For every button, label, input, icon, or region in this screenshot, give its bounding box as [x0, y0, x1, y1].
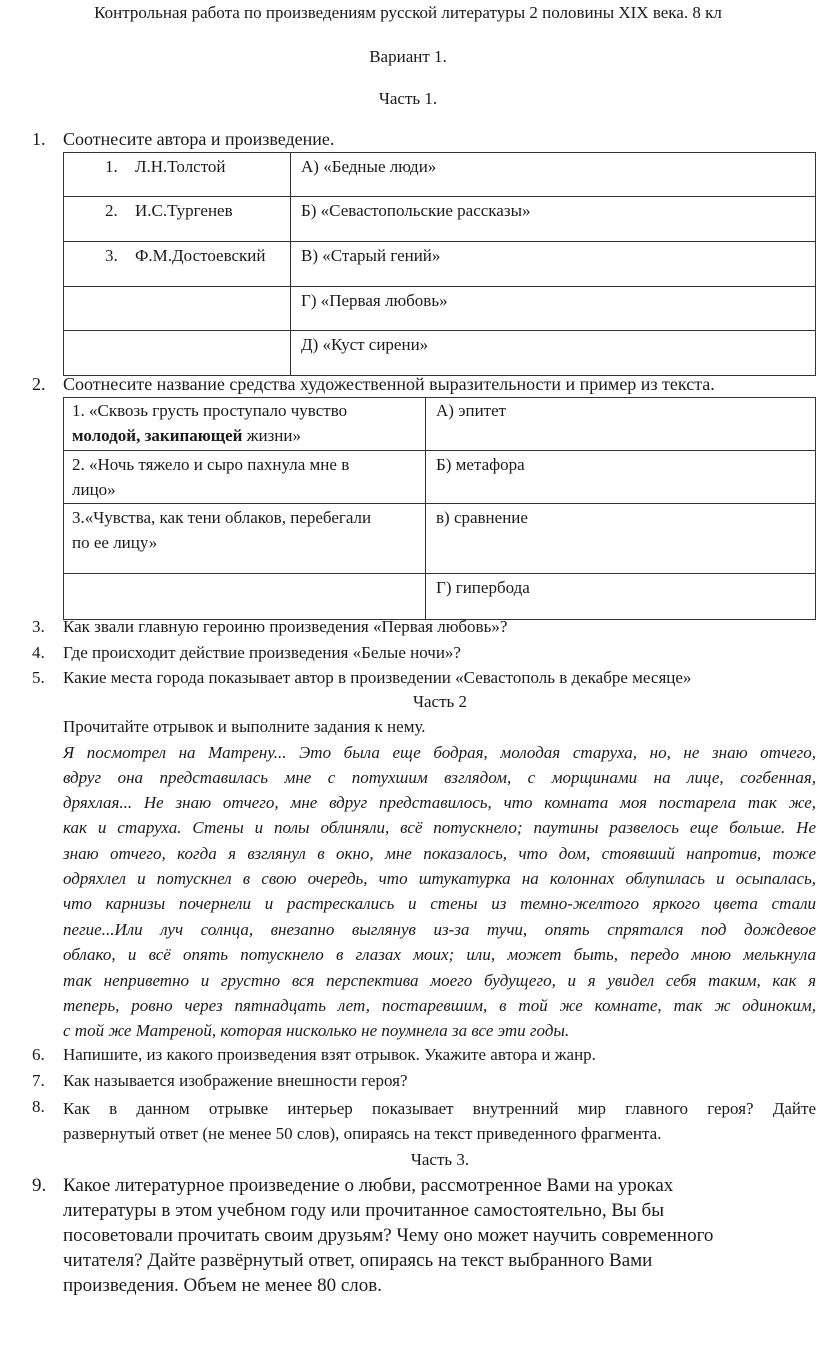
passage-line: как и старуха. Стены и полы облиняли, всё потускнело; паутины развелось еще больше. Не [63, 818, 816, 837]
q9-line: посоветовали прочитать своим друзьям? Чему оно может научить современного [63, 1225, 714, 1246]
work-cell [291, 287, 816, 331]
q1-text: Соотнесите автора и произведение. [63, 129, 335, 149]
passage-line: дряхлая... Не знаю отчего, мне вдруг представилось, что комната моя постарела так же, [63, 793, 816, 812]
q2-text: Соотнесите название средства художественной выразительности и пример из текста. [63, 374, 715, 394]
passage-line: Я посмотрел на Матрену... Это была еще бодрая, молодая старуха, но, не знаю отчего, [63, 743, 816, 762]
author-cell: 3. Ф.М.Достоевский [64, 242, 291, 287]
term-cell [426, 398, 816, 451]
work-cell [291, 331, 816, 376]
passage-line: пегие...Или луч солнца, внезапно выглянув из-за тучи, опять спрятался под дождевое [63, 920, 816, 939]
q2-number: 2. [32, 374, 46, 394]
q9-number: 9. [32, 1175, 47, 1196]
q8-number: 8. [32, 1097, 45, 1116]
passage-line: одряхлел и потускнел в свою очередь, что штукатурка на колоннах облупилась и осыпалась, [63, 869, 816, 888]
q6-number: 6. [32, 1045, 45, 1064]
author-cell: 2. И.С.Тургенев [64, 197, 291, 242]
passage-line: с той же Матреной, которая нисколько не поумнела за все эти годы. [63, 1021, 570, 1040]
term-text: Б) метафора [436, 455, 525, 474]
passage-line: знаю отчего, когда я взглянул в окно, мне показалось, что дом, стоявший напротив, тоже [63, 844, 816, 863]
part2-heading: Часть 2 [412, 692, 468, 711]
work-cell [291, 242, 816, 287]
passage-line: вдруг она представилась мне с потухшим взглядом, с морщинами на лице, согбенная, [63, 768, 816, 787]
devices-examples-table [63, 397, 816, 620]
example-text: 3.«Чувства, как тени облаков, перебегали [72, 508, 372, 527]
q6-text: Напишите, из какого произведения взят отрывок. Укажите автора и жанр. [63, 1045, 596, 1064]
work-cell [291, 153, 816, 197]
work-cell [291, 197, 816, 242]
part1-heading: Часть 1. [378, 89, 438, 108]
author-name: Ф.М.Достоевский [135, 246, 266, 265]
q8-line: Как в данном отрывке интерьер показывает внутренний мир главного героя? Дайте [63, 1099, 816, 1118]
q7-text: Как называется изображение внешности героя? [63, 1071, 408, 1090]
q1-number: 1. [32, 129, 46, 149]
q5-text: Какие места города показывает автор в произведении «Севастополь в декабре месяце» [63, 668, 692, 687]
example-bold-text: молодой, закипающей [72, 426, 243, 445]
term-text: Г) гипербода [436, 578, 530, 597]
q4-number: 4. [32, 643, 45, 662]
example-text: по ее лицу» [72, 533, 158, 552]
work-title: Б) «Севастопольские рассказы» [301, 201, 531, 220]
q3-number: 3. [32, 617, 45, 636]
example-cell [64, 451, 426, 504]
q5-number: 5. [32, 668, 45, 687]
passage-line: так неприветно и грустно вся перспектива моего будущего, и я увидел себя таким, как я [63, 971, 816, 990]
example-text: 1. «Сквозь грусть проступало чувство [72, 401, 348, 420]
q9-line: литературы в этом учебном году или прочитанное самостоятельно, Вы бы [63, 1200, 664, 1221]
example-text: лицо» [72, 480, 116, 499]
work-title: А) «Бедные люди» [301, 157, 437, 176]
term-cell [426, 504, 816, 574]
term-cell [426, 451, 816, 504]
term-cell [426, 574, 816, 620]
author-cell: 1. Л.Н.Толстой [64, 153, 291, 197]
example-cell [64, 504, 426, 574]
variant-label: Вариант 1. [369, 47, 447, 66]
example-cell: 1. «Сквозь грусть проступало чувство молодой, закипающей жизни» [64, 398, 426, 451]
q9-line: читателя? Дайте развёрнутый ответ, опираясь на текст выбранного Вами [63, 1250, 653, 1271]
work-title: Г) «Первая любовь» [301, 291, 448, 310]
empty-cell [64, 574, 426, 620]
passage-line: теперь, ровно через пятнадцать лет, постаревшим, в той же комнате, так ж одиноким, [63, 996, 816, 1015]
q7-number: 7. [32, 1071, 45, 1090]
term-text: А) эпитет [436, 401, 507, 420]
document-title: Контрольная работа по произведениям русской литературы 2 половины XIX века. 8 кл [94, 3, 722, 22]
author-name: И.С.Тургенев [135, 201, 233, 220]
q3-text: Как звали главную героиню произведения «Первая любовь»? [63, 617, 508, 636]
term-text: в) сравнение [436, 508, 528, 527]
example-text: 2. «Ночь тяжело и сыро пахнула мне в [72, 455, 350, 474]
q9-line: Какое литературное произведение о любви, рассмотренное Вами на уроках [63, 1175, 674, 1196]
work-title: В) «Старый гений» [301, 246, 441, 265]
work-title: Д) «Куст сирени» [301, 335, 429, 354]
q4-text: Где происходит действие произведения «Белые ночи»? [63, 643, 461, 662]
empty-cell [64, 331, 291, 376]
part3-heading: Часть 3. [410, 1150, 470, 1169]
empty-cell [64, 287, 291, 331]
part2-instruction: Прочитайте отрывок и выполните задания к нему. [63, 717, 426, 736]
q8-line: развернутый ответ (не менее 50 слов), опираясь на текст приведенного фрагмента. [63, 1124, 662, 1143]
author-name: Л.Н.Толстой [135, 157, 226, 176]
passage-line: облако, и всё опять потускнело в глазах моих; или, может быть, передо мною мелькнула [63, 945, 816, 964]
passage-line: что карнизы почернели и растрескались и стены из темно-желтого яркого цвета стали [63, 894, 816, 913]
q9-line: произведения. Объем не менее 80 слов. [63, 1275, 382, 1296]
authors-works-table [63, 152, 816, 376]
